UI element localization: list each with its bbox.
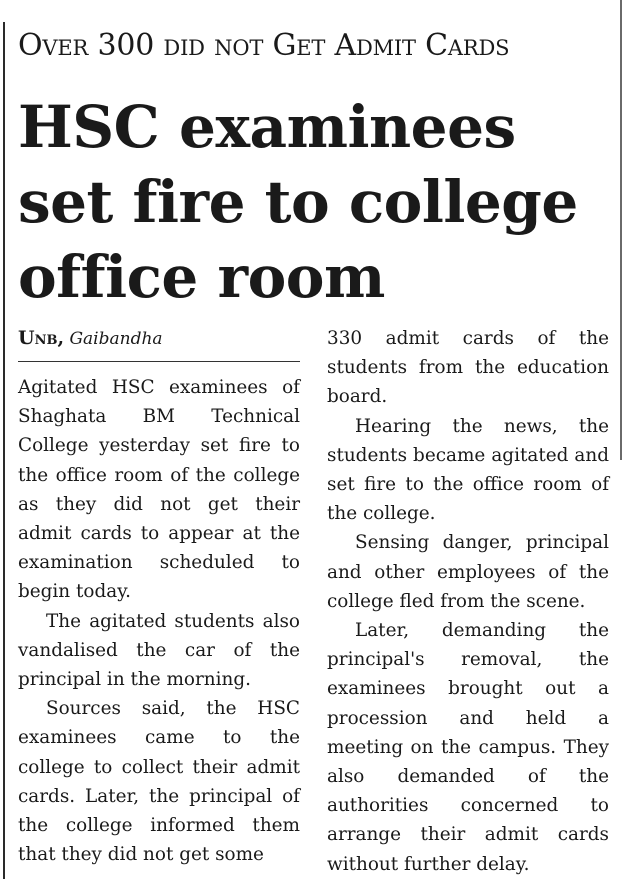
article-paragraph: 330 admit cards of the students from the education board. <box>327 328 609 408</box>
article-kicker: Over 300 did not Get Admit Cards <box>18 28 510 63</box>
byline-agency: Unb, <box>18 327 65 349</box>
article-paragraph: Sensing danger, principal and other employees of the college fled from the scene. <box>327 532 609 612</box>
byline-place: Gaibandha <box>69 329 163 349</box>
article-column-2 <box>327 324 609 879</box>
byline-divider <box>18 361 300 362</box>
article-headline: HSC examinees set fire to college office room <box>18 93 578 311</box>
column-rule-left <box>3 22 5 879</box>
article-paragraph: The agitated students also vandalised the car of the principal in the morning. <box>18 610 300 691</box>
article-byline <box>18 325 300 352</box>
article-paragraph: Hearing the news, the students became agitated and set fire to the office room of the college. <box>327 415 609 525</box>
article-paragraph: Later, demanding the principal's removal, the examinees brought out a procession and held a meeting on the campus. They also demanded of the authorities concerned to arrange their admit cards without further delay. <box>327 620 609 875</box>
column-rule-right <box>620 0 622 460</box>
article-paragraph: Sources said, the HSC examinees came to the college to collect their admit cards. Later, the principal of the college informed them that they did not get some <box>18 698 300 866</box>
article-column-1 <box>18 373 300 869</box>
article-paragraph: Agitated HSC examinees of Shaghata BM Technical College yesterday set fire to the office room of the college as they did not get their admit cards to appear at the examination scheduled to begin today. <box>18 377 300 603</box>
